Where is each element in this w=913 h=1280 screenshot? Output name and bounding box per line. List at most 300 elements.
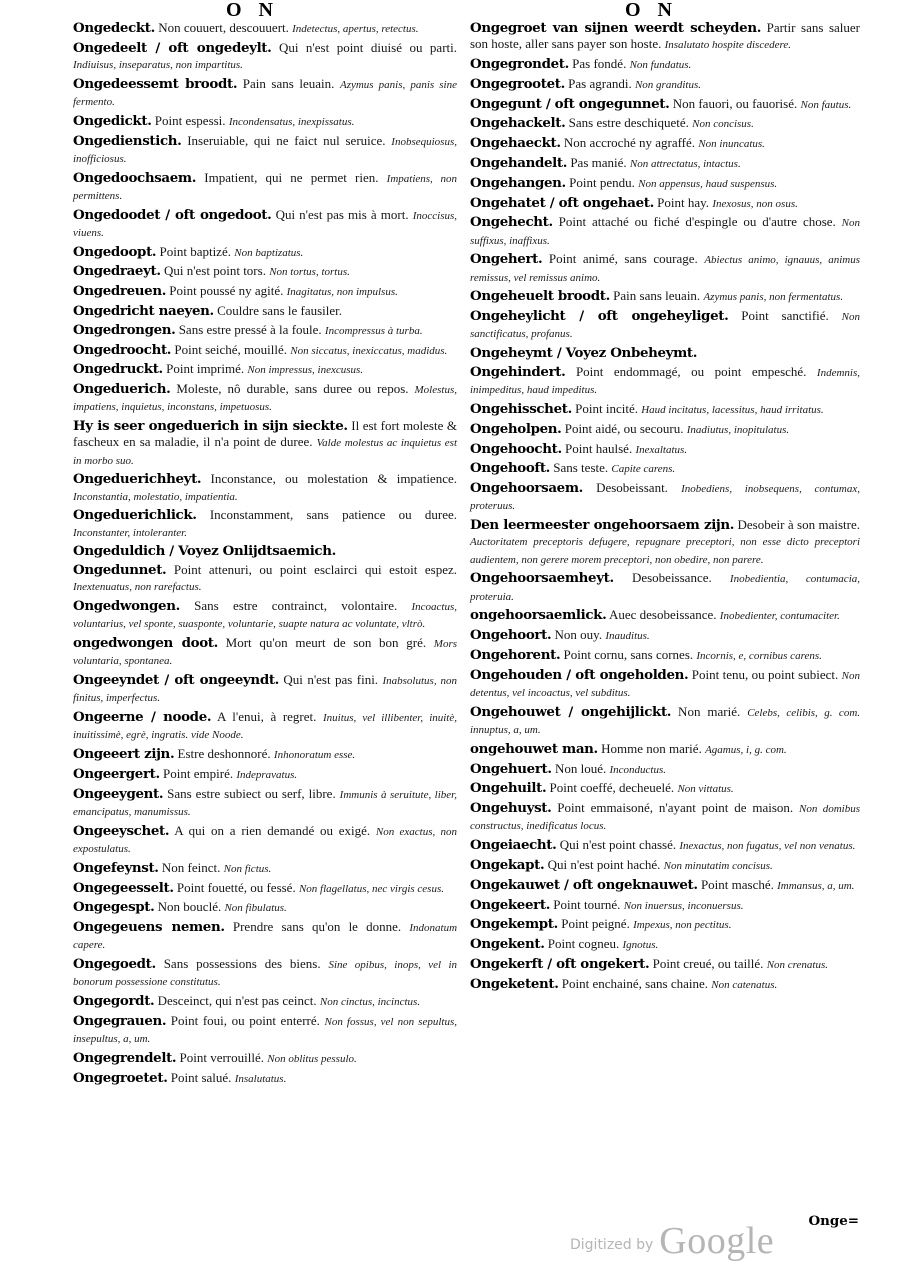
headword: Ongegrendelt. [73,1049,177,1066]
headword: Ongeheylicht / oft ongeheyliget. [470,308,729,325]
latin-gloss: Inobsequiosus, inofficiosus. [73,135,457,165]
french-gloss: Point salué. [167,1069,235,1085]
dictionary-entry [470,460,860,477]
french-gloss: Non loué. [551,760,610,776]
french-gloss: Qui n'est point diuisé ou parti. [271,39,457,55]
headword: Ongegrondet. [470,56,569,72]
headword: Ongehandelt. [470,154,568,171]
french-gloss: Point masché. [697,876,778,892]
dictionary-entry [73,709,457,743]
latin-gloss: Indepravatus. [236,768,298,781]
headword: Ongedruckt. [73,361,163,378]
dictionary-entry [73,507,457,540]
latin-gloss: Indiuisus, inseparatus, non impartitus. [73,59,243,71]
french-gloss: Pas manié. [567,154,630,170]
french-gloss: Point haulsé. [561,440,636,456]
dictionary-entry [470,877,860,894]
latin-gloss: Non fundatus. [629,59,692,71]
headword: Ongegroetet. [73,1069,168,1086]
french-gloss: Point seiché, mouillé. [171,341,291,357]
left-column [73,20,457,1087]
latin-gloss: Non siccatus, inexiccatus, madidus. [290,344,448,357]
latin-gloss: Non granditus. [634,78,701,91]
latin-gloss: Incondensatus, inexpissatus. [228,115,355,128]
french-gloss: Inconstance, ou molestation & impatience. [201,471,457,487]
headword: Ongekerft / oft ongekert. [470,955,650,972]
french-gloss: Non fauori, ou fauorisé. [669,95,801,111]
headword: Ongekeert. [470,896,551,913]
headword: Ongeerne / noode. [73,709,212,726]
latin-gloss: Inhonoratum esse. [273,749,356,762]
latin-gloss: Non fossus, vel non sepultus, insepultus, a, um. [73,1015,457,1046]
dictionary-entry [470,704,860,738]
dictionary-entry [73,746,457,763]
french-gloss: Estre deshonnoré. [174,746,274,762]
french-gloss: Point aidé, ou secouru. [561,420,687,436]
latin-gloss: Incornis, e, cornibus carens. [696,649,822,662]
latin-gloss: Inexosus, non osus. [712,197,798,210]
dictionary-entry [73,1013,457,1047]
headword: Ongeduerichlick. [73,507,197,524]
headword: Ongehoocht. [470,440,562,457]
latin-gloss: Non domibus constructus, inedificatus locus. [470,803,860,833]
french-gloss: Qui n'est pas fini. [278,672,383,688]
dictionary-entry [73,1050,457,1067]
latin-gloss: Non inuersus, inconuersus. [623,899,744,912]
french-gloss: Desceinct, qui n'est pas ceinct. [154,993,320,1009]
french-gloss: Qui n'est pas mis à mort. [271,206,413,222]
french-gloss: Point peigné. [557,916,634,932]
french-gloss: Partir sans saluer son hoste, aller sans payer son hoste. [470,20,860,52]
french-gloss: Sans estre subiect ou serf, libre. [163,785,340,801]
french-gloss: Point espessi. [151,112,229,128]
dictionary-entry [470,421,860,438]
headword: Ongeduerich. [73,381,171,398]
dictionary-entry [470,175,860,192]
headword: Ongehoorsaem. [470,480,583,497]
headword: Ongegordt. [73,993,155,1010]
dictionary-entry [470,20,860,53]
french-gloss: Pas agrandi. [564,75,635,91]
dictionary-entry [470,897,860,914]
headword: Ongedroocht. [73,341,172,358]
headword: Ongeholpen. [470,420,562,437]
french-gloss: Point emmaisoné, n'ayant point de maison. [551,800,800,816]
headword: ongehoorsaemlick. [470,607,607,624]
headword: Ongehatet / oft ongehaet. [470,194,654,211]
french-gloss: Prendre sans qu'on le donne. [224,919,410,935]
french-gloss: Pain sans leuain. [609,288,704,304]
latin-gloss: Indonatum capere. [73,922,458,952]
french-gloss: Point hay. [653,194,713,210]
headword: Ongehindert. [470,363,566,380]
headword: Ongekempt. [470,916,558,933]
catchword: Onge= [808,1213,859,1229]
latin-gloss: Non fautus. [800,98,852,111]
dictionary-entry [73,919,457,953]
french-gloss: Sans possessions des biens. [155,956,329,972]
french-gloss: Point attaché ou fiché d'espingle ou d'autre chose. [552,214,842,230]
dictionary-entry [470,195,860,212]
right-column [470,20,860,993]
french-gloss: Il est fort moleste & fascheux en sa maladie, il n'a point de duree. [73,418,457,450]
latin-gloss: Inobedientia, contumacia, proteruia. [470,573,860,603]
french-gloss: Point imprimé. [162,361,248,377]
headword: Ongehert. [470,251,543,268]
latin-gloss: Non flagellatus, nec virgis cesus. [298,882,444,895]
dictionary-entry [470,800,860,834]
headword: Ongeergert. [73,765,160,782]
french-gloss: Point foui, ou point enterré. [166,1012,325,1028]
french-gloss: Sans estre deschiqueté. [565,115,693,131]
latin-gloss: Inoccisus, viuens. [73,209,458,239]
headword: Ongekent. [470,936,545,953]
latin-gloss: Valde molestus ac inquietus est in morbo suo. [73,437,457,467]
headword: Ongedraeyt. [73,263,161,280]
latin-gloss: Azymus panis, non fermentatus. [703,291,844,304]
headword: Ongehaeckt. [470,135,561,152]
latin-gloss: Non sanctificatus, profanus. [470,311,860,341]
french-gloss: A qui on a rien demandé ou exigé. [169,822,376,838]
page-header-left: O N [226,0,279,21]
headword: Ongedricht naeyen. [73,302,214,319]
latin-gloss: Immunis à seruitute, liber, emancipatus, manumissus. [73,788,457,818]
french-gloss: Point sanctifié. [728,308,842,324]
dictionary-entry [470,837,860,854]
headword: Ongegoedt. [73,956,156,973]
dictionary-entry [73,263,457,280]
latin-gloss: Non inuncatus. [698,138,765,151]
dictionary-entry [73,283,457,300]
french-gloss: Couldre sans le fausiler. [213,302,343,318]
headword: Ongedienstich. [73,132,182,149]
dictionary-entry [73,381,457,415]
french-gloss: Non accroché ny agraffé. [560,135,699,151]
headword: Hy is seer ongeduerich in sijn sieckte. [73,418,348,435]
dictionary-entry [73,672,457,706]
headword: Ongehuert. [470,760,552,777]
latin-gloss: Inabsolutus, non finitus, imperfectus. [73,675,457,705]
dictionary-entry [470,96,860,113]
french-gloss: Impatient, qui ne permet rien. [196,169,387,185]
french-gloss: Auec desobeissance. [606,607,720,623]
latin-gloss: Molestus, impatiens, inquietus, inconstans, impetuosus. [73,384,457,414]
headword: Ongegespt. [73,899,155,916]
latin-gloss: Inconstanter, intoleranter. [73,526,187,539]
headword: Ongehouden / oft ongeholden. [470,666,689,683]
latin-gloss: Celebs, celibis, g. com. innuptus, a, um. [470,706,861,736]
dictionary-entry [73,322,457,339]
headword: Ongehecht. [470,214,553,231]
french-gloss: Non couuert, descouuert. [154,20,293,35]
french-gloss: Point tourné. [550,896,624,912]
french-gloss: Sans teste. [550,460,612,476]
headword: Ongehoorsaemheyt. [470,570,614,587]
dictionary-entry [73,562,457,595]
french-gloss: Moleste, nô durable, sans duree ou repos. [170,381,415,397]
dictionary-entry [470,761,860,778]
dictionary-entry [73,303,457,319]
headword: Ongeiaecht. [470,837,557,854]
latin-gloss: Inexactus, non fugatus, vel non venatus. [679,840,856,853]
headword: Ongehouwet / ongehijlickt. [470,703,672,720]
dictionary-entry [73,113,457,130]
headword: Ongekapt. [470,856,545,873]
latin-gloss: Non vittatus. [677,783,734,796]
headword: Ongeeygent. [73,785,164,802]
headword: Ongehorent. [470,646,561,663]
dictionary-entry [470,916,860,933]
latin-gloss: Mors voluntaria, spontanea. [73,638,458,668]
dictionary-entry [470,517,860,568]
french-gloss: Inseruiable, qui ne faict nul seruice. [181,132,392,148]
headword: Ongegeesselt. [73,879,174,896]
latin-gloss: Inauditus. [605,630,650,643]
headword: Ongehuilt. [470,780,547,797]
headword: Ongedeessemt broodt. [73,75,238,92]
latin-gloss: Abiectus animo, ignauus, animus remissus, vel remissus animo. [470,254,860,284]
headword: Ongedrongen. [73,321,176,338]
dictionary-entry [470,936,860,953]
dictionary-entry [73,786,457,820]
french-gloss: Desobeissance. [613,570,730,586]
dictionary-entry [470,288,860,305]
dictionary-entry [470,627,860,644]
dictionary-entry [73,1070,457,1087]
french-gloss: Point fouetté, ou fessé. [173,879,299,895]
dictionary-entry [73,899,457,916]
dictionary-entry [73,993,457,1010]
french-gloss: Point cogneu. [544,936,623,952]
latin-gloss: Indetectus, apertus, retectus. [292,23,419,35]
latin-gloss: Non baptizatus. [234,246,304,259]
latin-gloss: Capite carens. [611,463,676,476]
watermark-prefix: Digitized by [570,1237,654,1253]
dictionary-entry [73,635,457,669]
dictionary-entry [470,135,860,152]
dictionary-entry [470,741,860,758]
latin-gloss: Incompressus à turba. [324,324,423,337]
latin-gloss: Inuitus, vel illibenter, inuitè, inuitissimè, egrè, ingratis. vide Noode. [73,712,457,742]
latin-gloss: Agamus, i, g. com. [705,743,787,756]
watermark-logo: Google [659,1220,775,1262]
french-gloss: Point incité. [571,400,642,416]
headword: Ongegroet van sijnen weerdt scheyden. [470,20,762,36]
latin-gloss: Non fibulatus. [224,902,287,915]
dictionary-entry [470,401,860,418]
latin-gloss: Non concisus. [692,118,754,131]
dictionary-entry [73,170,457,204]
headword: Ongeeyndet / oft ongeeyndt. [73,672,279,689]
latin-gloss: Ignotus. [622,939,659,952]
headword: Ongehooft. [470,460,550,477]
page-header-right: O N [625,0,678,21]
dictionary-entry [73,823,457,857]
latin-gloss: Non exactus, non expostulatus. [73,825,457,855]
latin-gloss: Sine opibus, inops, vel in bonorum possessione constitutus. [73,959,457,989]
dictionary-entry [470,251,860,285]
dictionary-entry [470,647,860,664]
latin-gloss: Non tortus, tortus. [269,266,350,279]
dictionary-entry [470,364,860,398]
headword: ongedwongen doot. [73,635,218,652]
latin-gloss: Azymus panis, panis sine fermento. [73,78,457,108]
dictionary-entry [73,860,457,877]
dictionary-entry [470,667,860,701]
french-gloss: Point baptizé. [156,243,235,259]
latin-gloss: Indemnis, inimpeditus, haud impeditus. [470,366,860,397]
latin-gloss: Non minutatim concisus. [663,859,773,872]
headword: Ongedickt. [73,112,152,129]
dictionary-entry [73,133,457,167]
french-gloss: Point endommagé, ou point empesché. [565,363,817,379]
headword: Ongegrauen. [73,1012,167,1029]
french-gloss: Non feinct. [158,859,224,875]
headword: Ongehoort. [470,627,552,644]
dictionary-entry [73,598,457,632]
dictionary-entry [470,214,860,248]
dictionary-entry [73,244,457,261]
dictionary-entry [470,308,860,342]
dictionary-entry [73,543,457,559]
headword: Ongehuyst. [470,800,552,817]
dictionary-entry [470,607,860,624]
latin-gloss: Non attrectatus, intactus. [629,157,741,170]
french-gloss: Point cornu, sans cornes. [560,646,697,662]
latin-gloss: Inagitatus, non impulsus. [286,286,398,299]
french-gloss: Non marié. [671,703,748,719]
headword: Ongeeyschet. [73,822,170,839]
headword: Den leermeester ongehoorsaem zijn. [470,517,735,534]
headword: Ongeheymt / Voyez Onbeheymt. [470,345,698,362]
dictionary-entry [470,857,860,874]
french-gloss: Inconstamment, sans patience ou duree. [196,507,457,523]
dictionary-entry [470,570,860,604]
headword: Ongeheuelt broodt. [470,288,610,305]
latin-gloss: Inextenuatus, non rarefactus. [73,581,202,594]
dictionary-entry [73,880,457,897]
latin-gloss: Non impressus, inexcusus. [247,364,364,377]
french-gloss: Sans estre contrainct, volontaire. [179,598,412,614]
french-gloss: Non ouy. [551,627,606,643]
latin-gloss: Immansus, a, um. [777,879,855,892]
dictionary-entry [73,956,457,990]
latin-gloss: Non catenatus. [711,978,778,991]
french-gloss: Mort qu'on meurt de son bon gré. [217,635,434,651]
headword: Ongedoopt. [73,243,157,260]
latin-gloss: Inexaltatus. [635,443,688,456]
dictionary-entry [470,780,860,797]
dictionary-entry [73,207,457,241]
french-gloss: Desobeissant. [582,480,682,496]
headword: Ongeketent. [470,975,559,992]
dictionary-entry [470,56,860,73]
latin-gloss: Inobediens, inobsequens, contumax, proteruus. [470,483,860,513]
latin-gloss: Auctoritatem preceptoris defugere, repugnare preceptori, non esse dicto preceptori audientem, non gerere morem preceptori, non obedire, non parere. [470,536,860,566]
latin-gloss: Non suffixus, inaffixus. [470,217,860,247]
french-gloss: Point creué, ou taillé. [649,955,767,971]
dictionary-entry [73,471,457,504]
headword: Ongehisschet. [470,400,572,417]
latin-gloss: Non oblitus pessulo. [267,1052,357,1065]
headword: ongehouwet man. [470,740,598,757]
french-gloss: Non bouclé. [154,899,225,915]
headword: Ongefeynst. [73,859,159,876]
headword: Ongegrootet. [470,75,565,92]
dictionary-entry [73,766,457,783]
dictionary-entry [470,976,860,993]
watermark [570,1222,774,1260]
headword: Ongedoodet / oft ongedoot. [73,206,272,223]
latin-gloss: Insalutato hospite discedere. [664,39,791,52]
dictionary-entry [470,956,860,973]
headword: Ongedwongen. [73,598,180,615]
dictionary-entry [470,480,860,514]
headword: Ongeduldich / Voyez Onlijdtsaemich. [73,543,336,560]
latin-gloss: Inconstantia, molestatio, impatientia. [73,490,238,503]
latin-gloss: Inconductus. [609,763,666,776]
dictionary-entry [470,441,860,458]
french-gloss: Point animé, sans courage. [542,251,705,267]
french-gloss: Sans estre pressé à la foule. [175,321,325,337]
dictionary-entry [73,342,457,359]
latin-gloss: Inobedienter, contumaciter. [719,610,840,623]
headword: Ongedreuen. [73,283,167,300]
latin-gloss: Non fictus. [223,862,272,875]
latin-gloss: Incoactus, voluntarius, vel sponte, suasponte, voluntarie, suapte natura ac voluntate, vltrò. [73,601,457,631]
french-gloss: Pain sans leuain. [237,75,340,91]
french-gloss: A l'enui, à regret. [211,709,323,725]
dictionary-entry [470,345,860,361]
french-gloss: Point tenu, ou point subiect. [688,666,842,682]
latin-gloss: Insalutatus. [234,1072,287,1085]
dictionary-entry [73,20,457,37]
headword: Ongedunnet. [73,562,167,579]
dictionary-entry [470,155,860,172]
french-gloss: Point coeffé, decheuelé. [546,780,678,796]
french-gloss: Qui n'est point haché. [544,856,664,872]
dictionary-entry [73,418,457,469]
french-gloss: Point empiré. [159,765,237,781]
headword: Ongegunt / oft ongegunnet. [470,95,670,112]
french-gloss: Point attenuri, ou point esclairci qui estoit espez. [166,562,457,578]
dictionary-entry [73,40,457,73]
french-gloss: Point poussé ny agité. [166,283,287,299]
headword: Ongeduerichheyt. [73,471,202,488]
latin-gloss: Impexus, non pectitus. [633,919,732,932]
headword: Ongehackelt. [470,115,566,132]
headword: Ongedeelt / oft ongedeylt. [73,39,272,56]
latin-gloss: Inadiutus, inopitulatus. [686,423,790,436]
headword: Ongedoochsaem. [73,169,197,186]
french-gloss: Desobeir à son maistre. [734,517,860,533]
dictionary-entry [73,361,457,378]
headword: Ongekauwet / oft ongeknauwet. [470,876,698,893]
dictionary-entry [73,76,457,110]
latin-gloss: Impatiens, non permittens. [73,172,457,202]
headword: Ongegeuens nemen. [73,919,225,936]
latin-gloss: Haud incitatus, lacessitus, haud irritatus. [641,403,824,416]
french-gloss: Qui n'est point chassé. [556,837,680,853]
dictionary-entry [470,76,860,93]
latin-gloss: Non detentus, vel incoactus, vel subditus. [470,669,861,699]
headword: Ongehangen. [470,174,566,191]
french-gloss: Homme non marié. [597,740,706,756]
dictionary-entry [470,115,860,132]
latin-gloss: Non appensus, haud suspensus. [638,177,778,190]
latin-gloss: Non crenatus. [766,958,828,971]
french-gloss: Point enchainé, sans chaine. [558,975,712,991]
